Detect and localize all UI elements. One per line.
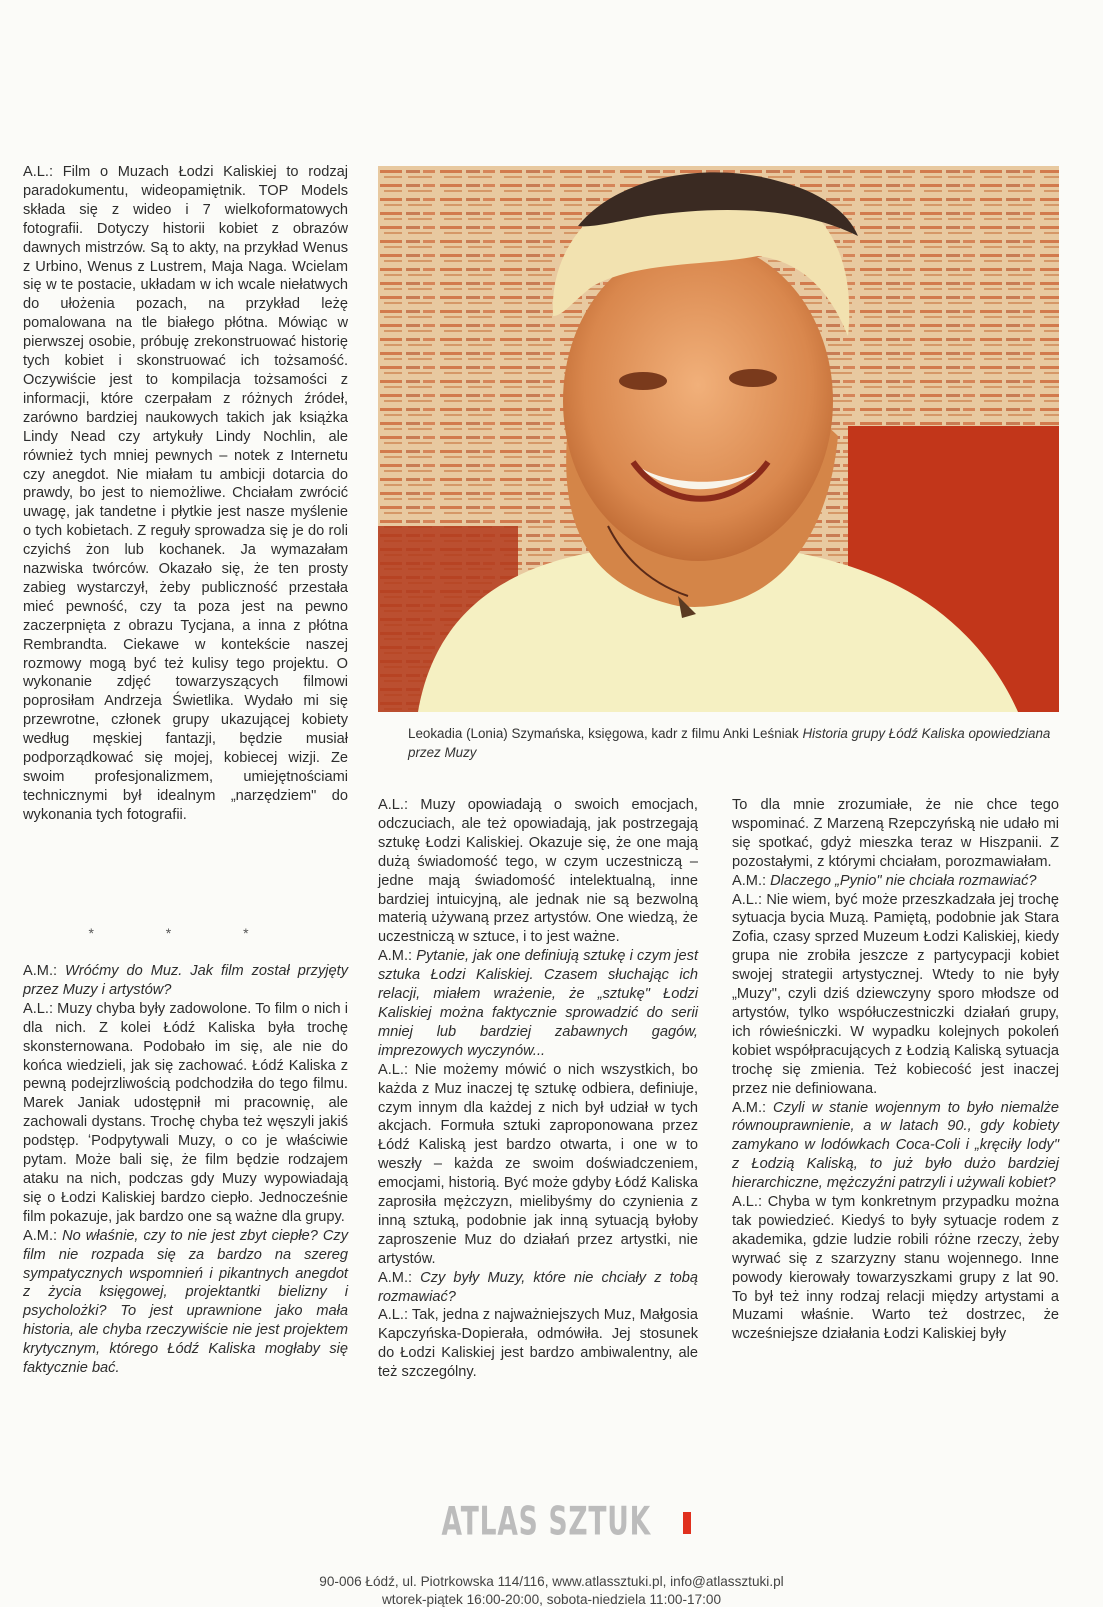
photo-caption [408, 724, 1060, 762]
interview-paragraph [23, 1000, 348, 1227]
speaker-label: A.M.: [732, 1099, 767, 1116]
question-text: Pytanie, jak one definiują sztukę i czym jest sztuka Łodzi Kaliskiej. Czasem słuchając ich relacji, miałem wrażenie, że „sztukę" Łodzi Kaliskiej można faktycznie sprowadzić do serii mniej lub bardziej zabawnych gagów, imprezowych wyczynów... [378, 948, 698, 1059]
left-column-intro [23, 163, 348, 825]
question-text: Wróćmy do Muz. Jak film został przyjęty przez Muzy i artystów? [23, 963, 348, 998]
right-column [732, 796, 1059, 1344]
answer-text: Muzy chyba były zadowolone. To film o nich i dla nich. Z kolei Łódź Kaliska była trochę skonsternowana. Podobało im się, ale nie do końca wiedzieli, jak się zachować. Łódź Kaliska z pewną podejrzliwością podchodziła do tego filmu. Marek Janiak udostępnił mi pracownię, ale zachowali dystans. Trochę chyba też węszyli jakiś podstęp. ʻPodpytywali Muzy, o co je właściwie pytam. Może bali się, że film będzie rodzajem ataku na nich, podczas gdy Muzy wypowiadają się o Łodzi Kaliskiej bardzo ciepło. Jednocześnie film pokazuje, jak bardzo one są ważne dla grupy. [23, 1000, 349, 1225]
speaker-label: A.L.: [378, 797, 409, 813]
question-text: Czyli w stanie wojennym to było niemalże równouprawnienie, a w latach 90., gdy kobiety zamykano w lodówkach Coca-Coli i „kręciły lody" z Łodzią Kaliską, to już było dużo bardziej hierarchiczne, mężczyźni patrzyli i używali kobiet? [732, 1099, 1059, 1192]
middle-column [378, 796, 698, 1382]
speaker-label: A.M.: [378, 948, 413, 965]
interview-paragraph [378, 1306, 698, 1382]
interview-paragraph [378, 796, 698, 947]
speaker-label: A.L.: [732, 891, 763, 908]
interview-paragraph [378, 1269, 698, 1307]
section-separator: * * * [88, 925, 283, 941]
interview-paragraph [378, 1061, 698, 1269]
speaker-label: A.L.: [732, 1194, 763, 1211]
left-column-interview [23, 962, 348, 1378]
answer-text: Muzy opowiadają o swoich emocjach, odczuciach, ale też opowiadają, jak postrzegają sztukę Łodzi Kaliskiej. Okazuje się, że one mają dużą świadomość tego, w czym uczestniczą – jedne mają świadomość intelektualną, inne bardziej intuicyjną, ale jednak nie są bezwolną materią używaną przez artystów. One wiedzą, że uczestniczą w sztuce, i to jest ważne. [378, 797, 698, 946]
answer-text: Tak, jedna z najważniejszych Muz, Małgosia Kapczyńska-Dopierała, odmówiła. Jej stosunek do Łodzi Kaliskiej jest bardzo ambiwalentny, ale też szczególny. [378, 1307, 698, 1381]
interview-paragraph [732, 891, 1059, 1099]
caption-text: Leokadia (Lonia) Szymańska, księgowa, kadr z filmu Anki Leśniak [408, 726, 803, 741]
footer-hours: wtorek-piątek 16:00-20:00, sobota-niedziela 11:00-17:00 [381, 1592, 722, 1607]
question-text: Czy były Muzy, które nie chciały z tobą rozmawiać? [378, 1269, 698, 1305]
speaker-label: A.L.: [378, 1061, 409, 1078]
question-text: No właśnie, czy to nie jest zbyt ciepłe? Czy film nie rozpada się za bardzo na szereg sympatycznych wspomnień i pikantnych anegdot z życia księgowej, projektantki bielizny i psycholożki? To jest uprawnione jako mała historia, ale chyba rzeczywiście nie jest projektem krytycznym, którego Łódź Kaliska mogłaby się faktycznie bać. [23, 1227, 348, 1377]
interview-paragraph [732, 872, 1059, 891]
speaker-label: A.L.: [23, 1000, 54, 1017]
answer-text: To dla mnie zrozumiałe, że nie chce tego wspominać. Z Marzeną Rzepczyńską nie udało mi się spotkać, gdyż mieszka teraz w Hiszpanii. Z pozostałymi, z którymi chciałam, porozmawiałam. [732, 797, 1059, 870]
interview-paragraph [732, 1099, 1059, 1194]
footer-address: 90-006 Łódź, ul. Piotrkowska 114/116, www.atlassztuki.pl, info@atlassztuki.pl [319, 1574, 784, 1589]
logo-red-mark [683, 1512, 691, 1534]
interview-paragraph [378, 947, 698, 1060]
film-still-photo [378, 166, 1059, 712]
speaker-label: A.M.: [23, 1227, 58, 1244]
answer-text: Nie wiem, być może przeszkadzała jej trochę sytuacja bycia Muzą. Pamiętą, podobnie jak Stara Zofia, czasy sprzed Muzeum Łodzi Kaliskiej, kiedy grupa nie zrobiła jeszcze z partycypacji kobiet swojej strategii artystycznej. Wtedy to nie były „Muzy", czyli dziś dziewczyny sporo młodsze od artystów, tylko współuczestniczki działań grupy, ich rówieśniczki. W wypadku kolejnych pokoleń kobiet współpracujących z Łodzią Kaliską sytuacja trochę się zmienia. Też kobiecość jest inaczej przez nie definiowana. [732, 891, 1059, 1097]
answer-text: Nie możemy mówić o nich wszystkich, bo każda z Muz inaczej tę sztukę odbiera, definiuje, czym innym dla każdej z nich był udział w tych akcjach. Formuła sztuki zaproponowana przez Łódź Kaliską jest bardzo otwarta, i one w to weszły – każda ze swoim doświadczeniem, emocjami, historią. Być może gdyby Łódź Kaliska zaprosiła mężczyzn, mielibyśmy do czynienia z inną sztuką, podobnie jak inną sytuacją byłoby zaproszenie Muz do działań przez artystki, nie artystów. [378, 1061, 698, 1267]
caption-film-title: Historia grupy Łódź Kaliska opowiedziana przez Muzy [408, 726, 1051, 760]
interview-paragraph [23, 962, 348, 1000]
question-text: Dlaczego „Pynio" nie chciała rozmawiać? [770, 872, 1037, 889]
interview-paragraph [732, 1193, 1059, 1344]
logo-text: ATLAS SZTUK [441, 1499, 652, 1545]
speaker-label: A.M.: [378, 1269, 413, 1286]
speaker-label: A.M.: [732, 872, 767, 889]
speaker-label: A.L.: [378, 1307, 409, 1324]
atlas-sztuki-logo [0, 1499, 1103, 1545]
interview-paragraph [732, 796, 1059, 872]
interview-paragraph [23, 1227, 348, 1378]
speaker-label: A.M.: [23, 963, 58, 979]
answer-text: Chyba w tym konkretnym przypadku można tak powiedzieć. Kiedyś to były sytuacje rodem z akademika, gdzie ludzie robili różne rzeczy, żeby wyrwać się z szarzyzny stanu wojennego. Inne powody kierowały towarzyszkami grupy z lat 90. To był też inny rodzaj relacji między artystami a Muzami właśnie. Warto też dostrzec, że wcześniejsze działania Łodzi Kaliskiej były [732, 1194, 1059, 1343]
intro-paragraph: A.L.: Film o Muzach Łodzi Kaliskiej to rodzaj paradokumentu, wideopamiętnik. TOP Models składa się z wideo i 7 wielkoformatowych fotografii. Dotyczy historii kobiet z obrazów dawnych mistrzów. Są to akty, na przykład Wenus z Urbino, Wenus z Lustrem, Maja Naga. Wcielam się w te postacie, układam w ich wcale niełatwych do ułożenia pozach, na przykład leżę pomalowana na tle białego płótna. Mówiąc w pierwszej osobie, próbuję zrekonstruować historię tych kobiet i skonstruować ich tożsamość. Oczywiście jest to kompilacja tożsamości z informacji, które czerpałam z różnych źródeł, zarówno bardziej naukowych takich jak książka Lindy Nead czy artykuły Lindy Nochlin, ale również tych mniej pewnych – notek z Internetu czy anegdot. Nie miałam tu ambicji dotarcia do prawdy, bo jest to niemożliwe. Chciałam zwrócić uwagę, jak tandetne i płytkie jest nasze myślenie o tych kobietach. Z reguły sprowadza się je do roli czyichś żon lub kochanek. Ja wymazałam nazwiska twórców. Okazało się, że ten prosty zabieg wystarczył, żeby publiczność przestała mieć pewność, czy ta poza jest na pewno zaczerpnięta z obrazu Tycjana, a inna z płótna Rembrandta. Ciekawe w kontekście naszej rozmowy mogą być też kulisy tego projektu. O wykonanie zdjęć towarzyszących filmowi poprosiłam Andrzeja Świetlika. Wydało mi się przewrotne, członek grupy ukazującej kobiety według męskiej fantazji, będzie musiał podporządkować się mojej, kobiecej wizji. Ze swoim profesjonalizmem, umiejętnościami technicznymi był idealnym „narzędziem" do wykonania tych fotografii. [23, 164, 348, 823]
